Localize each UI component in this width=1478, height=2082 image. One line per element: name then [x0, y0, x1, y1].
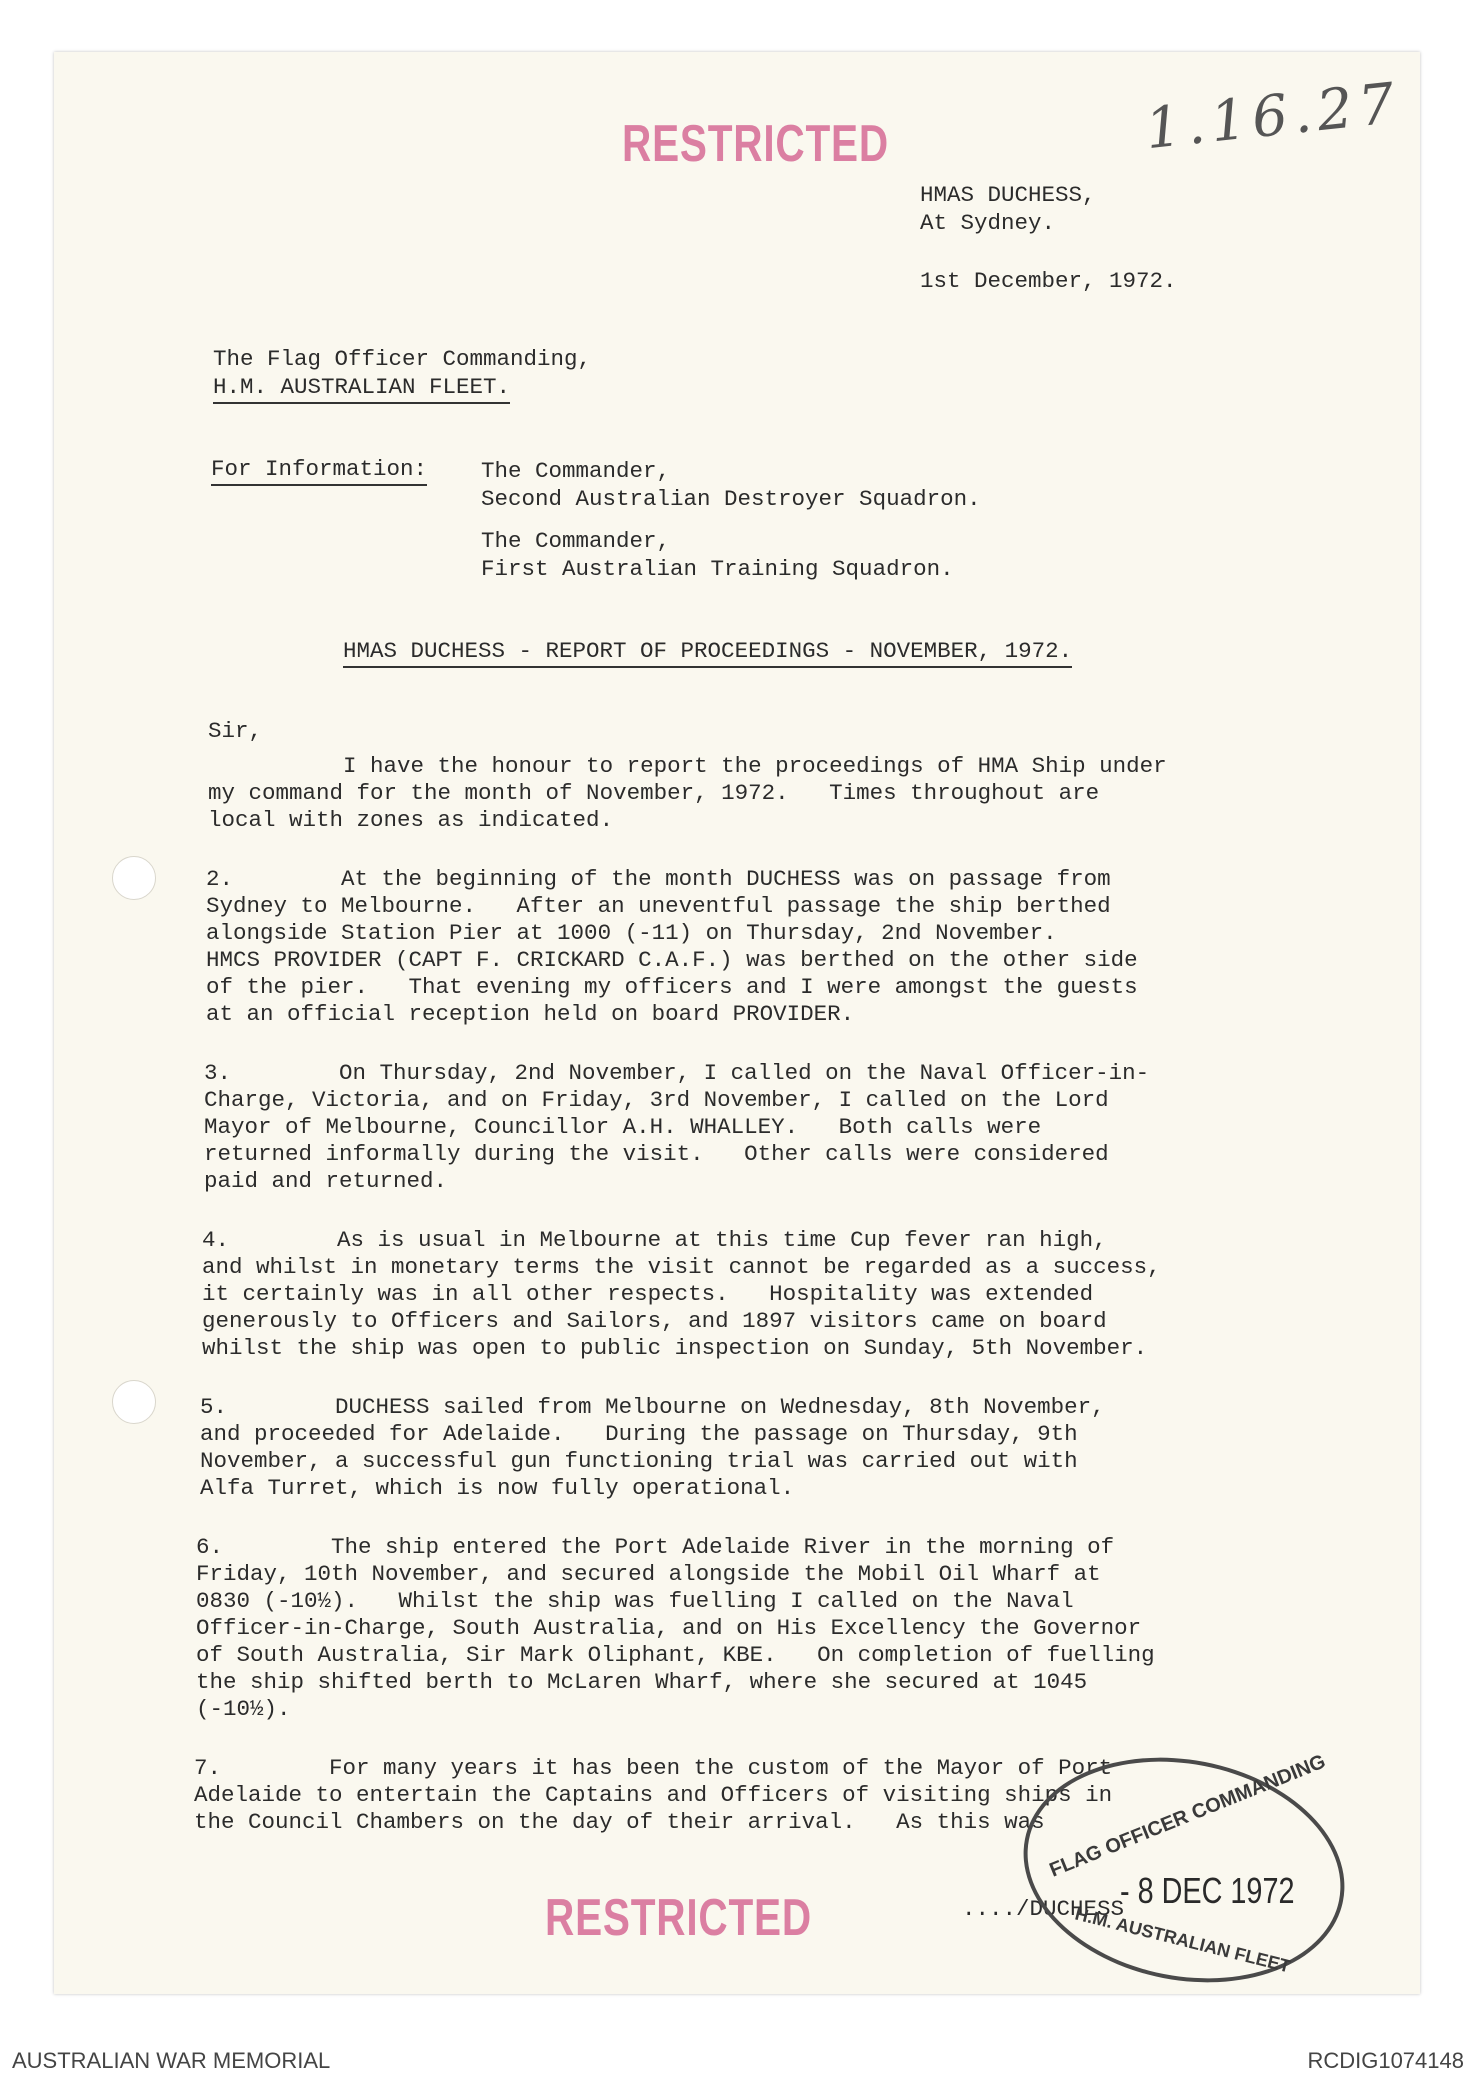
body-line: at an official reception held on board PROVIDER.: [206, 1001, 855, 1027]
header-location: At Sydney.: [920, 210, 1056, 236]
body-line: Sydney to Melbourne. After an uneventful passage the ship berthed: [206, 893, 1111, 919]
info-line: Second Australian Destroyer Squadron.: [481, 486, 981, 512]
handwritten-reference: 1.16.27: [1142, 70, 1404, 163]
body-line: generously to Officers and Sailors, and 1897 visitors came on board: [202, 1308, 1107, 1334]
body-line: 4. As is usual in Melbourne at this time Cup fever ran high,: [202, 1227, 1107, 1253]
body-line: Adelaide to entertain the Captains and Officers of visiting ships in: [194, 1782, 1113, 1808]
body-line: HMCS PROVIDER (CAPT F. CRICKARD C.A.F.) was berthed on the other side: [206, 947, 1138, 973]
body-line: 6. The ship entered the Port Adelaide River in the morning of: [196, 1534, 1115, 1560]
body-line: it certainly was in all other respects. Hospitality was extended: [202, 1281, 1094, 1307]
restricted-stamp-top: RESTRICTED: [622, 115, 889, 173]
body-line: alongside Station Pier at 1000 (-11) on Thursday, 2nd November.: [206, 920, 1057, 946]
body-line: November, a successful gun functioning trial was carried out with: [200, 1448, 1078, 1474]
received-stamp-bottom: H.M. AUSTRALIAN FLEET: [1072, 1903, 1293, 1977]
body-line: my command for the month of November, 1972. Times throughout are: [208, 780, 1100, 806]
body-line: Charge, Victoria, and on Friday, 3rd November, I called on the Lord: [204, 1087, 1109, 1113]
footer-left: AUSTRALIAN WAR MEMORIAL: [12, 2048, 331, 2073]
body-line: 5. DUCHESS sailed from Melbourne on Wednesday, 8th November,: [200, 1394, 1105, 1420]
body-line: of the pier. That evening my officers and I were amongst the guests: [206, 974, 1138, 1000]
body-line: 7. For many years it has been the custom of the Mayor of Port: [194, 1755, 1113, 1781]
body-line: and whilst in monetary terms the visit cannot be regarded as a success,: [202, 1254, 1161, 1280]
body-line: and proceeded for Adelaide. During the passage on Thursday, 9th: [200, 1421, 1078, 1447]
received-stamp-date: - 8 DEC 1972: [1120, 1870, 1295, 1911]
header-date: 1st December, 1972.: [920, 268, 1177, 294]
body-line: local with zones as indicated.: [208, 807, 614, 833]
info-line: The Commander,: [481, 528, 671, 554]
body-line: 3. On Thursday, 2nd November, I called on the Naval Officer-in-: [204, 1060, 1150, 1086]
body-line: whilst the ship was open to public inspection on Sunday, 5th November.: [202, 1335, 1148, 1361]
continuation-marker: ..../DUCHESS: [962, 1896, 1125, 1922]
footer-right: RCDIG1074148: [1307, 2048, 1464, 2073]
body-line: (-10½).: [196, 1696, 291, 1722]
body-line: 0830 (-10½). Whilst the ship was fuelling I called on the Naval: [196, 1588, 1074, 1614]
body-line: Friday, 10th November, and secured alongside the Mobil Oil Wharf at: [196, 1561, 1101, 1587]
punch-hole: [112, 856, 156, 900]
for-information-label: For Information:: [211, 458, 427, 486]
body-line: 2. At the beginning of the month DUCHESS was on passage from: [206, 866, 1111, 892]
addressee-line1: The Flag Officer Commanding,: [213, 346, 592, 372]
body-line: the ship shifted berth to McLaren Wharf, where she secured at 1045: [196, 1669, 1088, 1695]
info-line: The Commander,: [481, 458, 671, 484]
addressee-line2: H.M. AUSTRALIAN FLEET.: [213, 376, 510, 404]
body-line: paid and returned.: [204, 1168, 448, 1194]
header-ship: HMAS DUCHESS,: [920, 182, 1096, 208]
body-line: Officer-in-Charge, South Australia, and on His Excellency the Governor: [196, 1615, 1142, 1641]
body-line: the Council Chambers on the day of their arrival. As this was: [194, 1809, 1045, 1835]
received-stamp-top: FLAG OFFICER COMMANDING: [1046, 1750, 1329, 1882]
body-line: I have the honour to report the proceedings of HMA Ship under: [208, 753, 1167, 779]
punch-hole: [112, 1380, 156, 1424]
info-line: First Australian Training Squadron.: [481, 556, 954, 582]
restricted-stamp-bottom: RESTRICTED: [545, 1889, 812, 1947]
body-line: Alfa Turret, which is now fully operational.: [200, 1475, 795, 1501]
body-line: returned informally during the visit. Other calls were considered: [204, 1141, 1109, 1167]
body-line: Mayor of Melbourne, Councillor A.H. WHALLEY. Both calls were: [204, 1114, 1042, 1140]
salutation: Sir,: [208, 718, 263, 744]
body-line: of South Australia, Sir Mark Oliphant, KBE. On completion of fuelling: [196, 1642, 1155, 1668]
report-title: HMAS DUCHESS - REPORT OF PROCEEDINGS - NOVEMBER, 1972.: [343, 640, 1072, 668]
